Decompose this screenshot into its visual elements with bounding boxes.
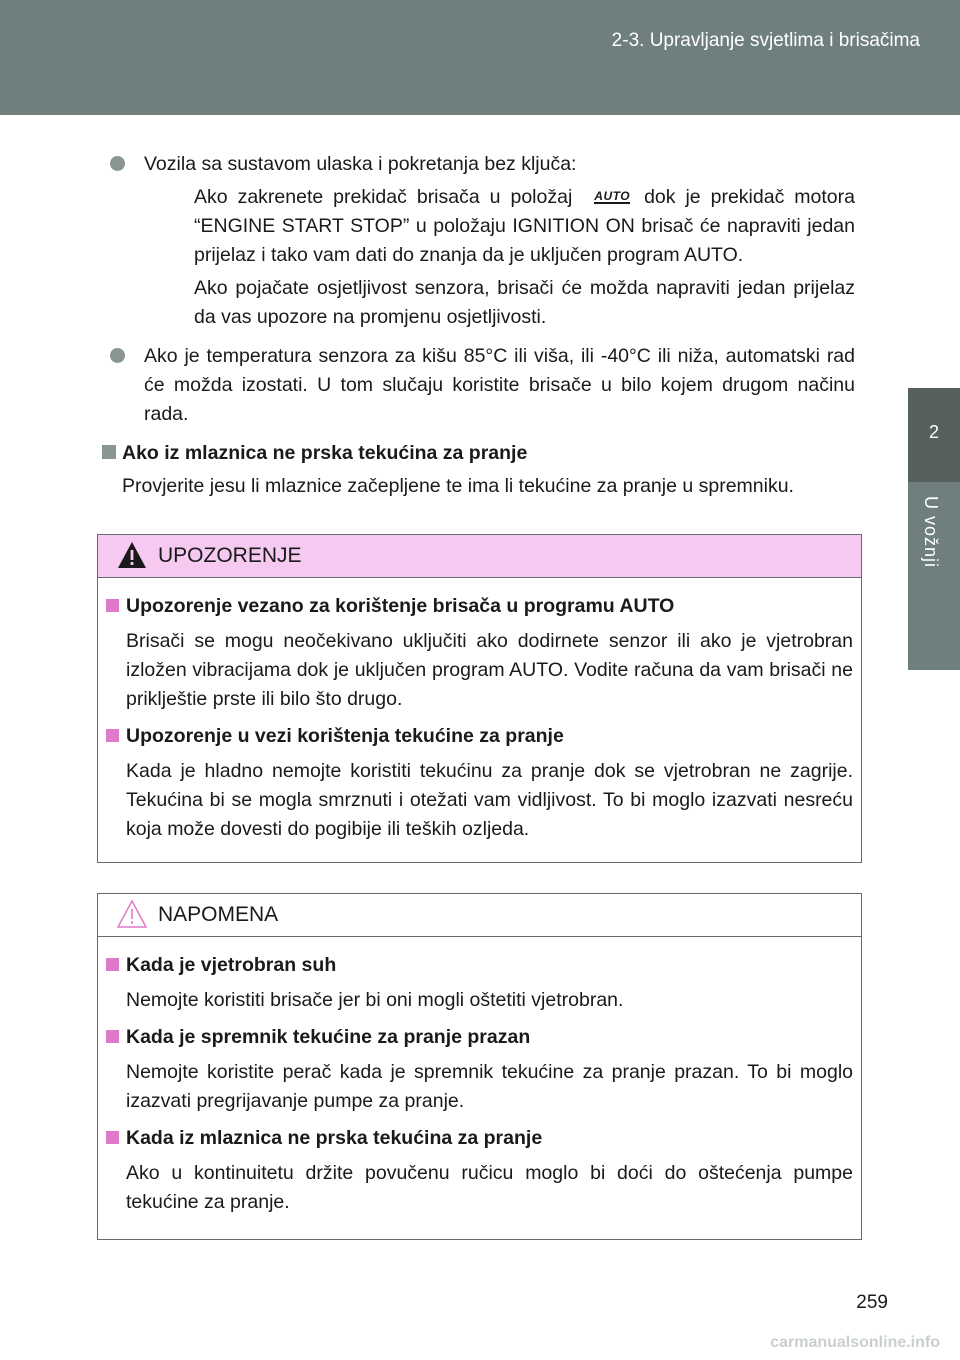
section-heading-text: Ako iz mlaznica ne prska tekućina za pranje xyxy=(122,442,528,464)
caution-triangle-outline-icon xyxy=(116,899,148,929)
side-tab-number: 2 xyxy=(928,422,939,442)
note-item-text: Ako u kontinuitetu držite povučenu ručicu moglo bi doći do oštećenja pumpe tekućine za pranje. xyxy=(126,1162,853,1213)
bullet-temperature xyxy=(100,342,855,429)
note-item-heading xyxy=(106,1023,853,1052)
square-bullet-icon xyxy=(102,445,116,459)
main-content xyxy=(100,150,855,501)
square-bullet-icon xyxy=(106,1131,119,1144)
warning-box-header xyxy=(98,535,861,578)
note-item-text: Nemojte koristiti brisače jer bi oni mogli oštetiti vjetrobran. xyxy=(126,989,624,1011)
heading-text: Kada je vjetrobran suh xyxy=(126,954,337,976)
warning-item xyxy=(106,592,853,714)
section-heading xyxy=(100,439,855,468)
auto-symbol-icon: AUTO xyxy=(594,189,631,203)
bullet-dot-icon xyxy=(110,348,125,363)
note-box-header xyxy=(98,894,861,937)
note-item xyxy=(106,1124,853,1217)
note-item xyxy=(106,1023,853,1116)
warning-item-heading xyxy=(106,592,853,621)
bullet-heading: Vozila sa sustavom ulaska i pokretanja bez ključa: xyxy=(144,153,577,175)
chapter-title: 2-3. Upravljanje svjetlima i brisačima xyxy=(611,30,920,51)
warning-triangle-icon xyxy=(116,540,148,570)
warning-item xyxy=(106,722,853,844)
page-number: 259 xyxy=(856,1292,888,1313)
warning-item-heading xyxy=(106,722,853,751)
note-box xyxy=(97,893,862,1240)
square-bullet-icon xyxy=(106,599,119,612)
warning-box-title: UPOZORENJE xyxy=(158,544,302,567)
bullet-paragraph: Ako pojačate osjetljivost senzora, brisači će možda napraviti jedan prijelaz da vas upozore na promjenu osjetljivosti. xyxy=(194,277,855,328)
bullet-keyless xyxy=(100,150,855,332)
square-bullet-icon xyxy=(106,729,119,742)
square-bullet-icon xyxy=(106,1030,119,1043)
paragraph-text: Ako zakrenete prekidač brisača u položaj xyxy=(194,186,573,208)
section-text: Provjerite jesu li mlaznice začepljene te ima li tekućine za pranje u spremniku. xyxy=(122,475,794,497)
header-band xyxy=(0,0,960,115)
bullet-dot-icon xyxy=(110,156,125,171)
note-box-title: NAPOMENA xyxy=(158,903,279,926)
note-box-body xyxy=(98,937,861,1241)
heading-text: Kada je spremnik tekućine za pranje prazan xyxy=(126,1026,531,1048)
warning-box xyxy=(97,534,862,863)
heading-text: Kada iz mlaznica ne prska tekućina za pranje xyxy=(126,1127,543,1149)
side-tab-label: U vožnji xyxy=(921,496,941,569)
paragraph-text: dok je prekidač motora “ENGINE START STOP” u položaju IGNITION ON brisač će napraviti jedan prijelaz i tako vam dati do znanja da je uključen program AUTO. xyxy=(194,186,855,266)
watermark: carmanualsonline.info xyxy=(770,1334,940,1351)
note-item-heading xyxy=(106,951,853,980)
note-item-text: Nemojte koristite perač kada je spremnik tekućine za pranje prazan. To bi moglo izazvati pregrijavanje pumpe za pranje. xyxy=(126,1061,853,1112)
square-bullet-icon xyxy=(106,958,119,971)
warning-item-text: Brisači se mogu neočekivano uključiti ako dodirnete senzor ili ako je vjetrobran izložen vibracijama dok je uključen program AUTO. Vodite računa da vam brisači ne priklještie prste ili bilo što drugo. xyxy=(126,630,853,710)
note-item xyxy=(106,951,853,1015)
bullet-text: Ako je temperatura senzora za kišu 85°C ili viša, ili -40°C ili niža, automatski rad će možda izostati. U tom slučaju koristite brisače u bilo kojem drugom načinu rada. xyxy=(144,345,855,425)
bullet-paragraph xyxy=(144,183,855,270)
warning-item-text: Kada je hladno nemojte koristiti tekućinu za pranje dok se vjetrobran ne zagrije. Tekućina bi se mogla smrznuti i otežati vam vidljivost. To bi moglo izazvati nesreću koja može dovesti do pogibije ili teških ozljeda. xyxy=(126,760,853,840)
heading-text: Upozorenje vezano za korištenje brisača u programu AUTO xyxy=(126,595,675,617)
note-item-heading xyxy=(106,1124,853,1153)
warning-box-body xyxy=(98,578,861,868)
heading-text: Upozorenje u vezi korištenja tekućine za pranje xyxy=(126,725,564,747)
